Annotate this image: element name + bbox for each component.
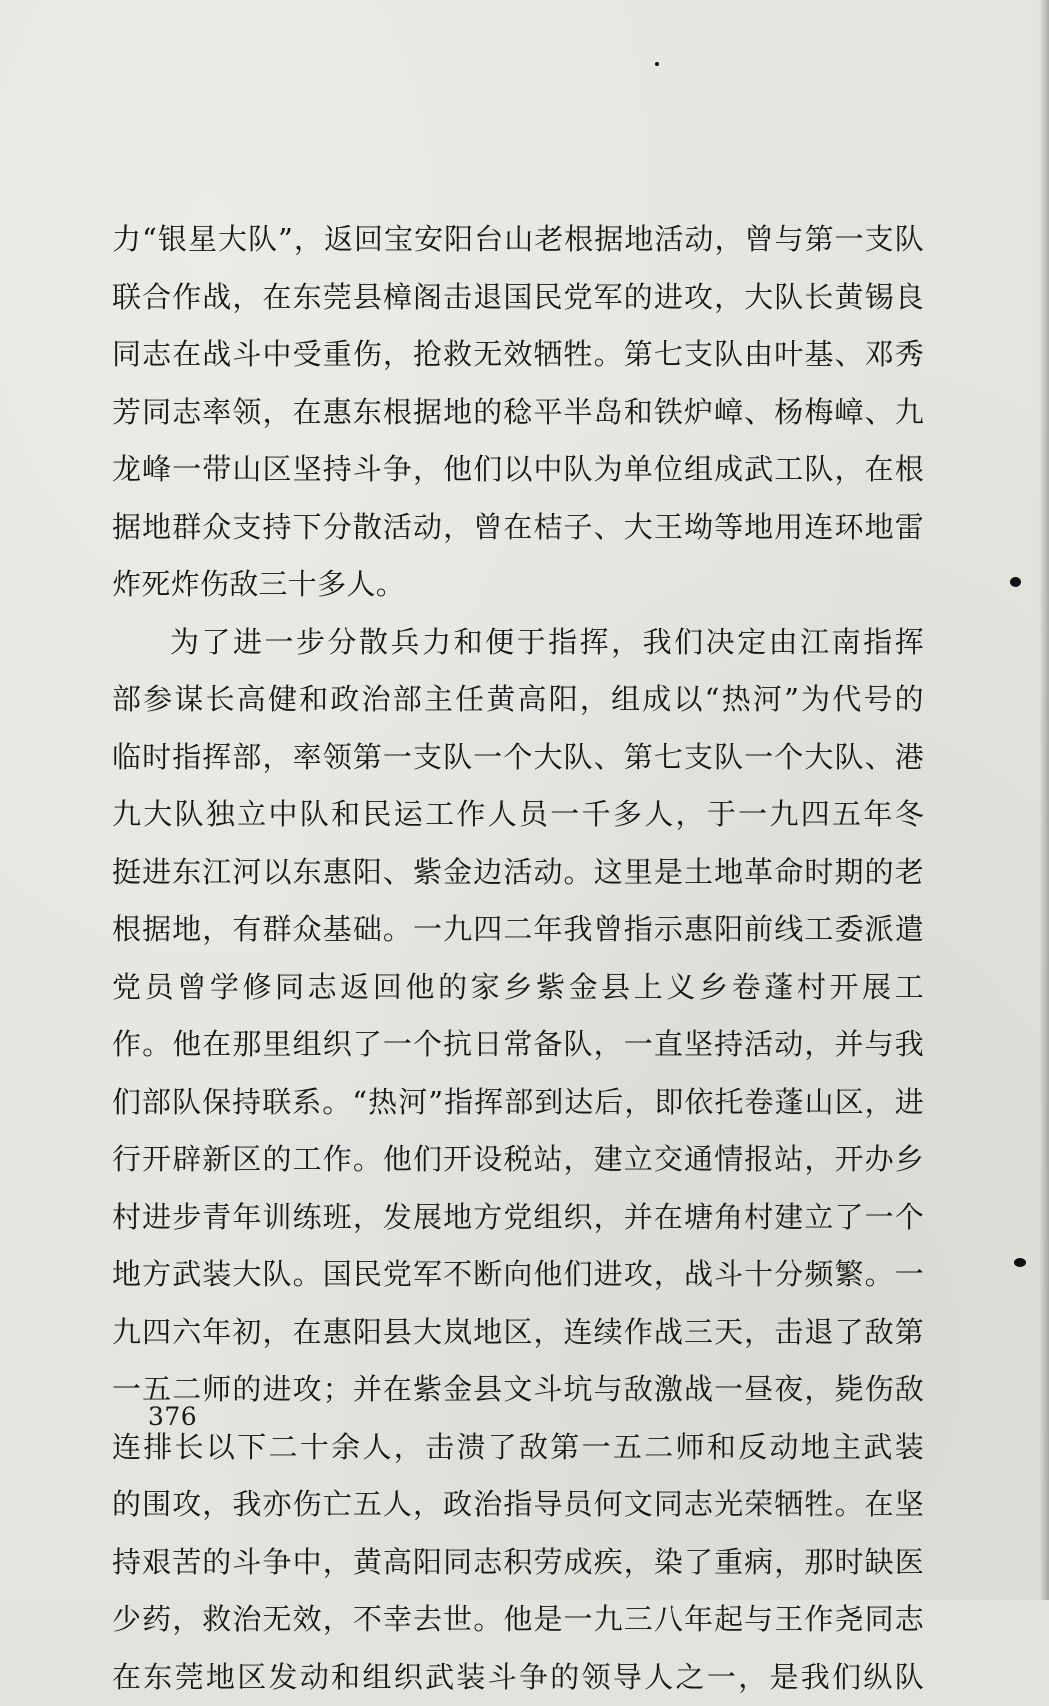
- text-line: 的围攻，我亦伤亡五人，政治指导员何文同志光荣牺牲。在坚: [112, 1476, 924, 1534]
- ink-spot: [1010, 577, 1021, 587]
- text-line: 们部队保持联系。“热河”指挥部到达后，即依托卷蓬山区，进: [112, 1074, 924, 1132]
- body-text: [112, 211, 924, 1706]
- text-line: 连排长以下二十余人，击溃了敌第一五二师和反动地主武装: [112, 1419, 924, 1477]
- text-line: 九四六年初，在惠阳县大岚地区，连续作战三天，击退了敌第: [112, 1304, 924, 1362]
- text-line: 力“银星大队”，返回宝安阳台山老根据地活动，曾与第一支队: [112, 211, 924, 269]
- text-line: 根据地，有群众基础。一九四二年我曾指示惠阳前线工委派遣: [112, 901, 924, 959]
- text-line: 行开辟新区的工作。他们开设税站，建立交通情报站，开办乡: [112, 1131, 924, 1189]
- text-line: 挺进东江河以东惠阳、紫金边活动。这里是土地革命时期的老: [112, 844, 924, 902]
- ink-spot: [655, 62, 659, 66]
- ink-spot: [1014, 1258, 1026, 1267]
- text-line: 村进步青年训练班，发展地方党组织，并在塘角村建立了一个: [112, 1189, 924, 1247]
- text-line: 同志在战斗中受重伤，抢救无效牺牲。第七支队由叶基、邓秀: [112, 326, 924, 384]
- text-line: 据地群众支持下分散活动，曾在桔子、大王坳等地用连环地雷: [112, 499, 924, 557]
- text-line: 炸死炸伤敌三十多人。: [112, 556, 924, 614]
- text-line: 临时指挥部，率领第一支队一个大队、第七支队一个大队、港: [112, 729, 924, 787]
- page-edge-shadow: [1039, 0, 1049, 1600]
- text-line: 作。他在那里组织了一个抗日常备队，一直坚持活动，并与我: [112, 1016, 924, 1074]
- text-line: 部参谋长高健和政治部主任黄高阳，组成以“热河”为代号的: [112, 671, 924, 729]
- text-line: 九大队独立中队和民运工作人员一千多人，于一九四五年冬: [112, 786, 924, 844]
- text-line: 地方武装大队。国民党军不断向他们进攻，战斗十分频繁。一: [112, 1246, 924, 1304]
- text-line: 少药，救治无效，不幸去世。他是一九三八年起与王作尧同志: [112, 1591, 924, 1649]
- page-number: 376: [148, 1402, 197, 1431]
- text-line: 联合作战，在东莞县樟阁击退国民党军的进攻，大队长黄锡良: [112, 269, 924, 327]
- paragraph-first-line: 为了进一步分散兵力和便于指挥，我们决定由江南指挥: [112, 614, 924, 672]
- text-line: 一五二师的进攻；并在紫金县文斗坑与敌激战一昼夜，毙伤敌: [112, 1361, 924, 1419]
- text-line: 芳同志率领，在惠东根据地的稔平半岛和铁炉嶂、杨梅嶂、九: [112, 384, 924, 442]
- text-line: 持艰苦的斗争中，黄高阳同志积劳成疾，染了重病，那时缺医: [112, 1534, 924, 1592]
- text-line: 龙峰一带山区坚持斗争，他们以中队为单位组成武工队，在根: [112, 441, 924, 499]
- text-line: 在东莞地区发动和组织武装斗争的领导人之一，是我们纵队: [112, 1649, 924, 1706]
- text-line: 党员曾学修同志返回他的家乡紫金县上义乡卷蓬村开展工: [112, 959, 924, 1017]
